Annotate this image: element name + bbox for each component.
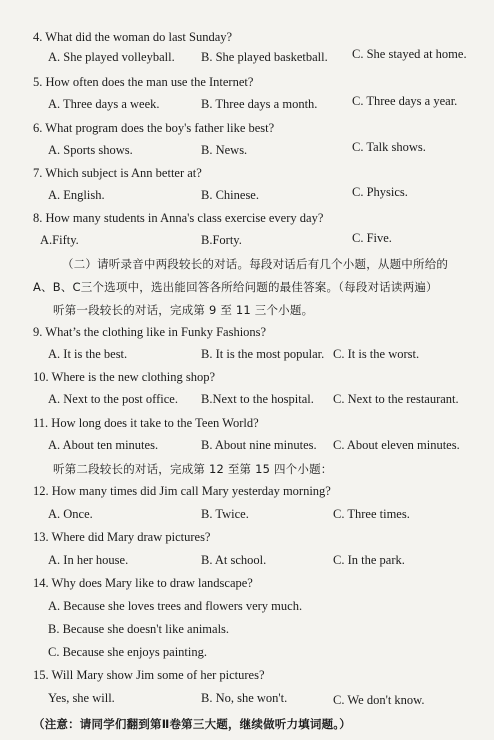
option-b: B.Forty. (201, 233, 242, 247)
option-c: C. Next to the restaurant. (333, 392, 459, 406)
option-a: A. Once. (48, 507, 93, 521)
option-b: B. At school. (201, 553, 267, 567)
option-c: C. It is the worst. (333, 347, 420, 361)
section-instruction: A、B、C三个选项中，选出能回答各所给问题的最佳答案。（每段对话读两遍） (33, 280, 438, 294)
option-a: A. About ten minutes. (48, 438, 159, 452)
option-c: C. Three days a year. (352, 94, 458, 108)
option-b: B. No, she won't. (201, 691, 288, 705)
option-a: A. It is the best. (48, 347, 128, 361)
question-stem: 8. How many students in Anna's class exercise every day? (33, 211, 324, 225)
option-b: B. Because she doesn't like animals. (48, 622, 230, 636)
option-a: A. Next to the post office. (48, 392, 178, 406)
question-stem: 6. What program does the boy's father like best? (33, 121, 275, 135)
option-c: C. Three times. (333, 507, 410, 521)
option-c: C. Talk shows. (352, 140, 426, 154)
question-stem: 9. What’s the clothing like in Funky Fashions? (33, 325, 267, 339)
option-c: C. She stayed at home. (352, 47, 467, 61)
option-a: A. Because she loves trees and flowers very much. (48, 599, 303, 613)
option-a: A. Three days a week. (48, 97, 160, 111)
option-b: B. Three days a month. (201, 97, 318, 111)
option-b: B. It is the most popular. (201, 347, 325, 361)
option-b: B. About nine minutes. (201, 438, 317, 452)
option-a: A. English. (48, 188, 105, 202)
option-c: C. About eleven minutes. (333, 438, 460, 452)
question-stem: 7. Which subject is Ann better at? (33, 166, 202, 180)
option-c: C. Because she enjoys painting. (48, 645, 207, 659)
option-b: B.Next to the hospital. (201, 392, 314, 406)
option-c: C. In the park. (333, 553, 405, 567)
question-stem: 12. How many times did Jim call Mary yesterday morning? (33, 484, 331, 498)
question-stem: 11. How long does it take to the Teen World? (33, 416, 259, 430)
question-stem: 15. Will Mary show Jim some of her pictures? (33, 668, 265, 682)
option-a: A. She played volleyball. (48, 50, 175, 64)
option-b: B. She played basketball. (201, 50, 328, 64)
option-c: C. We don't know. (333, 693, 425, 707)
option-a: A. Sports shows. (48, 143, 133, 157)
question-stem: 10. Where is the new clothing shop? (33, 370, 216, 384)
question-stem: 5. How often does the man use the Internet? (33, 75, 254, 89)
dialog-instruction: 听第二段较长的对话，完成第 12 至第 15 四个小题： (53, 462, 333, 476)
option-b: B. Twice. (201, 507, 249, 521)
dialog-instruction: 听第一段较长的对话，完成第 9 至 11 三个小题。 (53, 303, 314, 317)
section-instruction: （二）请听录音中两段较长的对话。每段对话后有几个小题，从题中所给的 (62, 257, 449, 271)
option-a: Yes, she will. (48, 691, 115, 705)
option-a: A.Fifty. (40, 233, 79, 247)
option-b: B. Chinese. (201, 188, 259, 202)
question-stem: 13. Where did Mary draw pictures? (33, 530, 211, 544)
option-a: A. In her house. (48, 553, 129, 567)
question-stem: 4. What did the woman do last Sunday? (33, 30, 233, 44)
question-stem: 14. Why does Mary like to draw landscape? (33, 576, 253, 590)
option-b: B. News. (201, 143, 248, 157)
page-note: （注意：请同学们翻到第Ⅱ卷第三大题，继续做听力填词题。） (33, 717, 351, 731)
option-c: C. Five. (352, 231, 392, 245)
option-c: C. Physics. (352, 185, 408, 199)
